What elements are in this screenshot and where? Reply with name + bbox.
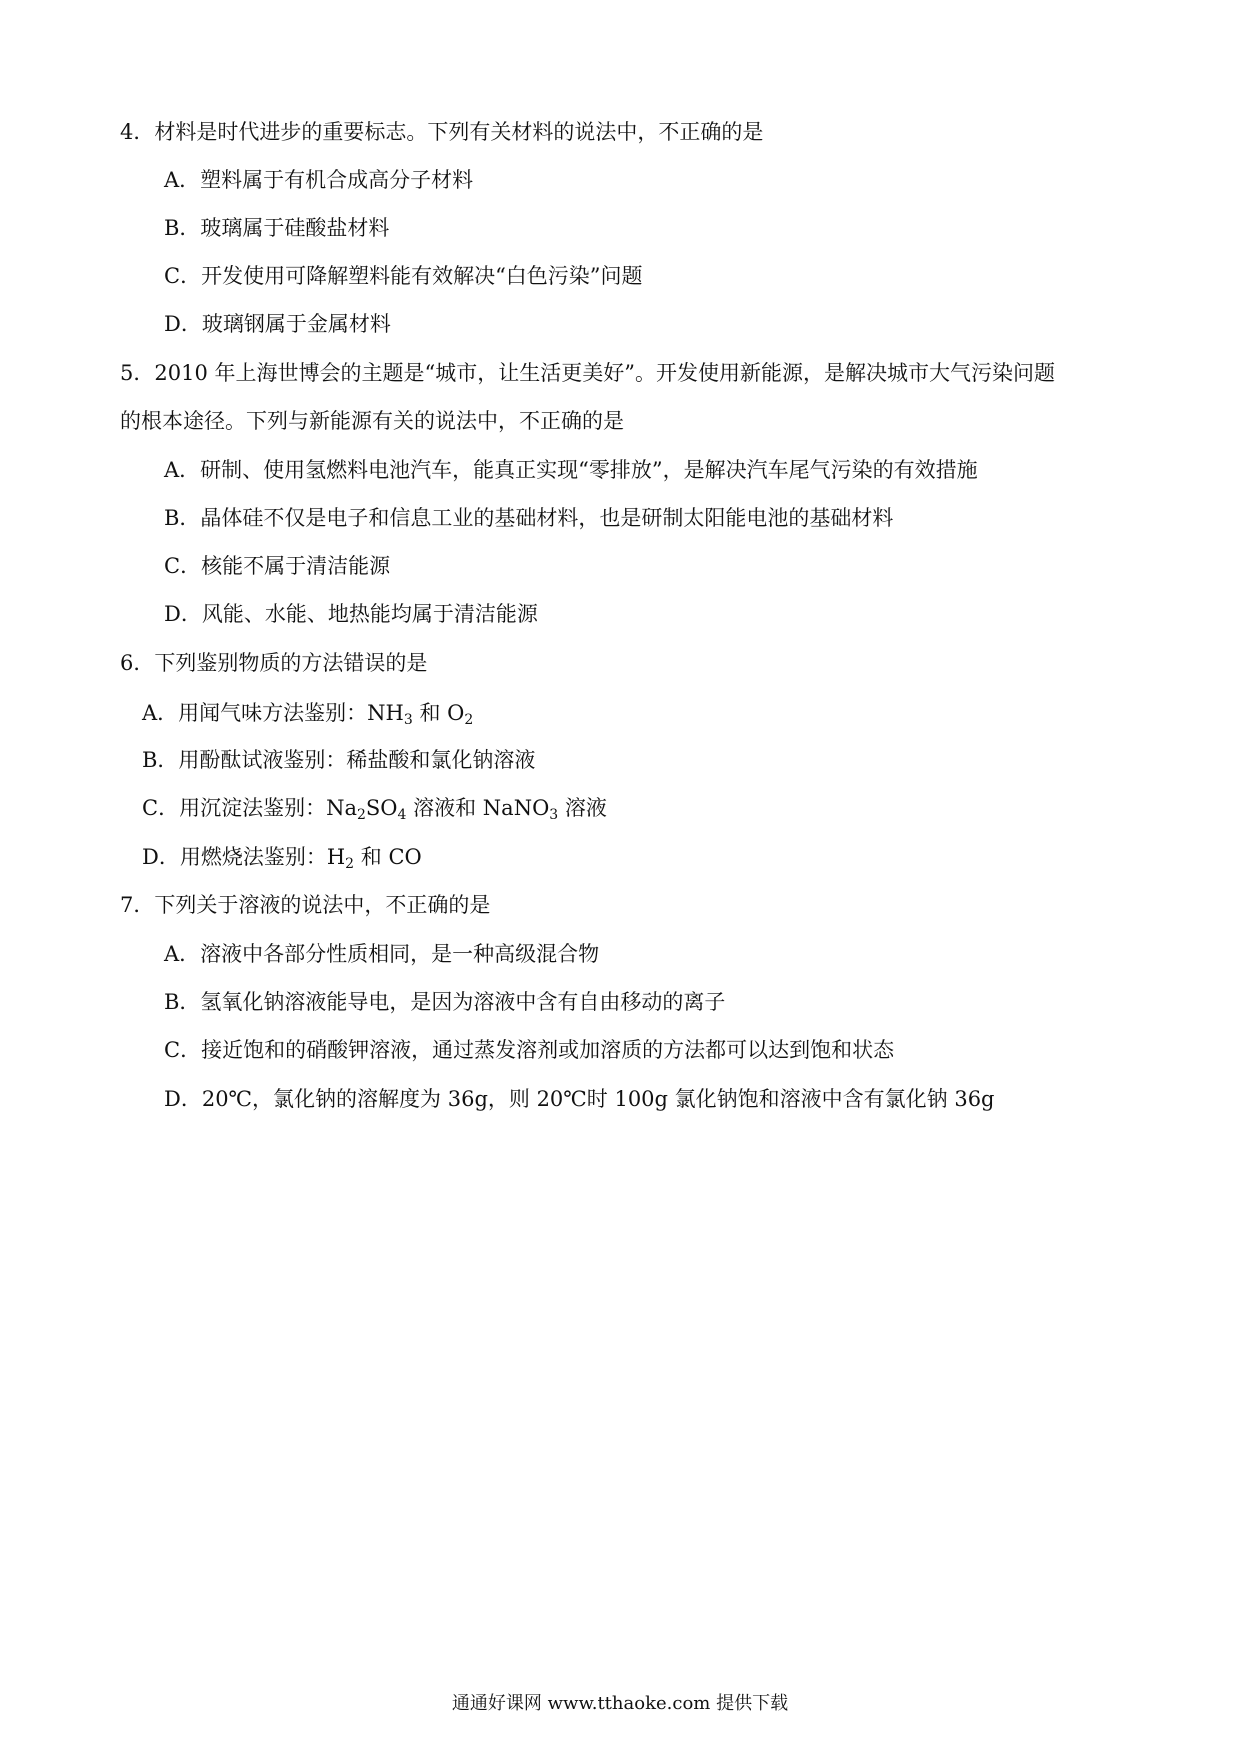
page-footer: 通通好课网 www.tthaoke.com 提供下载 — [451, 1693, 789, 1714]
question-7-option-b: B．氢氧化钠溶液能导电，是因为溶液中含有自由移动的离子 — [164, 990, 726, 1014]
question-5-stem-line-1: 5．2010 年上海世博会的主题是“城市，让生活更美好”。开发使用新能源，是解决城市大气污染问题 — [120, 361, 1055, 385]
question-5-option-b: B．晶体硅不仅是电子和信息工业的基础材料，也是研制太阳能电池的基础材料 — [164, 506, 894, 530]
question-4-option-b: B．玻璃属于硅酸盐材料 — [164, 216, 390, 240]
question-6-option-a: A．用闻气味方法鉴别：$NH_3$ 和 $O_2$ — [142, 701, 474, 728]
question-5-option-c: C．核能不属于清洁能源 — [164, 554, 391, 578]
question-7-option-a: A．溶液中各部分性质相同，是一种高级混合物 — [164, 942, 600, 966]
question-7-option-c: C．接近饱和的硝酸钾溶液，通过蒸发溶剂或加溶质的方法都可以达到饱和状态 — [164, 1038, 895, 1062]
question-4-option-a: A．塑料属于有机合成高分子材料 — [164, 168, 474, 192]
question-7-option-d: D．20℃，氯化钠的溶解度为 36g，则 20℃时 100g 氯化钠饱和溶液中含有氯化钠 36g — [164, 1087, 995, 1111]
question-4-option-c: C．开发使用可降解塑料能有效解决“白色污染”问题 — [164, 264, 643, 288]
question-4-stem: 4．材料是时代进步的重要标志。下列有关材料的说法中，不正确的是 — [120, 120, 764, 144]
question-6-option-d: D．用燃烧法鉴别：$H_2$ 和 CO — [142, 845, 422, 872]
question-5-option-d: D．风能、水能、地热能均属于清洁能源 — [164, 602, 538, 626]
question-6-stem: 6．下列鉴别物质的方法错误的是 — [120, 651, 428, 675]
question-7-stem: 7．下列关于溶液的说法中，不正确的是 — [120, 893, 491, 917]
question-4-option-d: D．玻璃钢属于金属材料 — [164, 312, 391, 336]
question-6-option-b: B．用酚酞试液鉴别：稀盐酸和氯化钠溶液 — [142, 748, 536, 772]
question-6-option-c: C．用沉淀法鉴别：$Na_2SO_4$ 溶液和 NaNO$_3$ 溶液 — [142, 796, 607, 823]
question-5-stem-line-2: 的根本途径。下列与新能源有关的说法中，不正确的是 — [120, 409, 624, 433]
question-5-option-a: A．研制、使用氢燃料电池汽车，能真正实现“零排放”，是解决汽车尾气污染的有效措施 — [164, 458, 978, 482]
